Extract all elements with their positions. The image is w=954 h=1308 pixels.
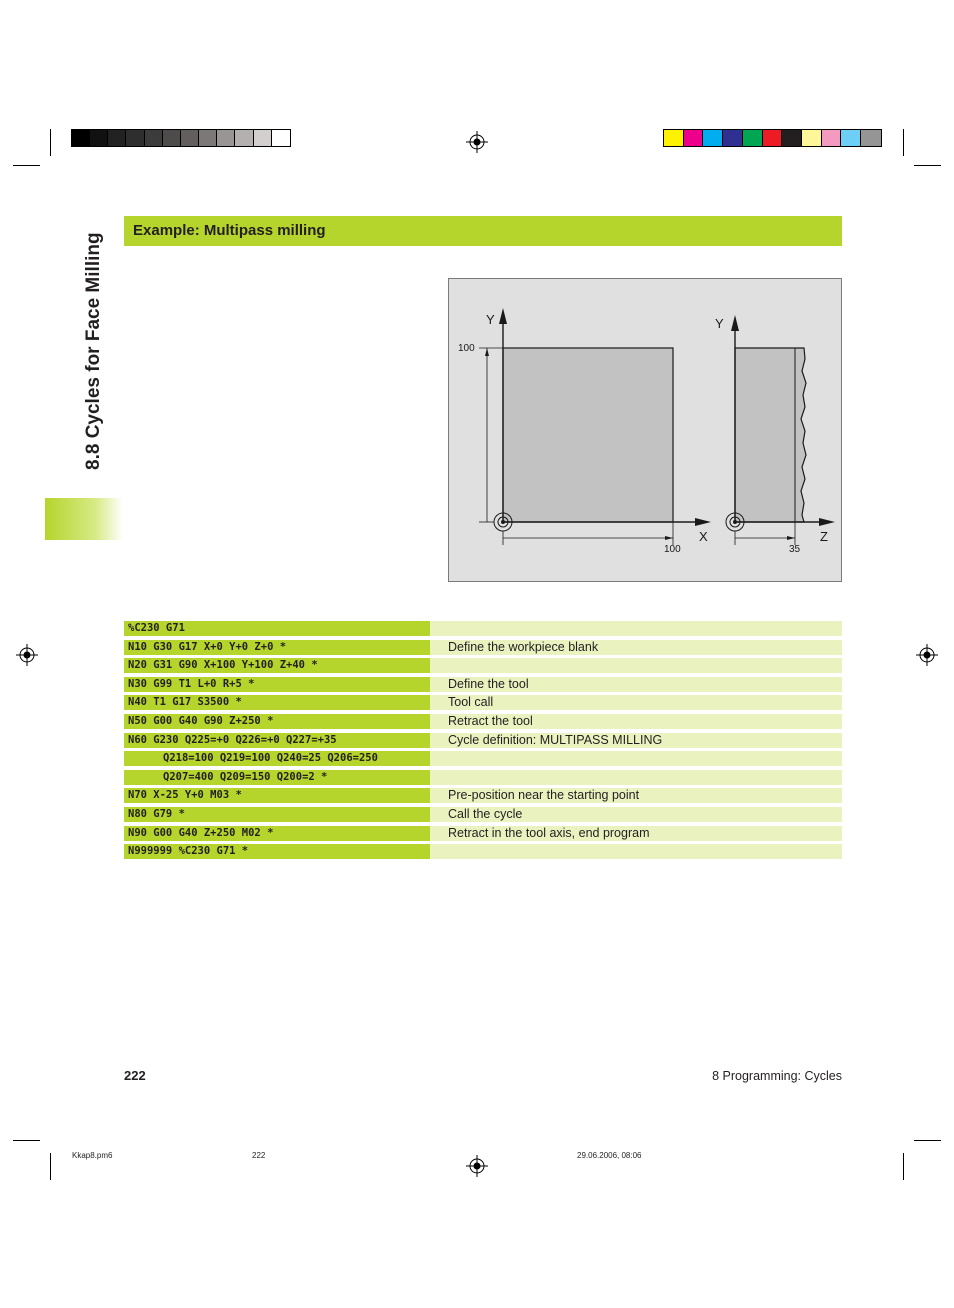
nc-comment: Retract the tool [430, 714, 842, 729]
color-swatch [782, 130, 802, 146]
crop-mark [903, 1153, 904, 1180]
workpiece-figure [448, 278, 842, 582]
color-swatch [72, 130, 90, 146]
crop-mark [914, 165, 941, 166]
registration-mark-bottom [466, 1155, 488, 1177]
nc-comment [430, 658, 842, 673]
workpiece-drawing [449, 279, 843, 583]
nc-code: Q207=400 Q209=150 Q200=2 * [124, 770, 430, 785]
x-axis-label: X [699, 529, 708, 544]
registration-mark-right [916, 644, 938, 666]
program-row [124, 733, 842, 748]
nc-code: N70 X-25 Y+0 M03 * [124, 788, 430, 803]
dim-label-x: 100 [664, 544, 681, 555]
y-axis-arrow-left [499, 308, 507, 324]
nc-code: N60 G230 Q225=+0 Q226=+0 Q227=+35 [124, 733, 430, 748]
program-row [124, 844, 842, 859]
nc-code: N80 G79 * [124, 807, 430, 822]
color-swatch [145, 130, 163, 146]
nc-comment: Tool call [430, 695, 842, 710]
y-axis-label-left: Y [486, 312, 495, 327]
nc-code: N30 G99 T1 L+0 R+5 * [124, 677, 430, 692]
dim-label-y: 100 [458, 343, 475, 354]
color-swatch [272, 130, 290, 146]
registration-mark-top [466, 131, 488, 153]
crop-mark [13, 165, 40, 166]
crop-mark [903, 129, 904, 156]
nc-comment: Cycle definition: MULTIPASS MILLING [430, 733, 842, 748]
program-row [124, 621, 842, 636]
section-title: Example: Multipass milling [133, 222, 326, 239]
color-swatch [217, 130, 235, 146]
registration-mark-left [16, 644, 38, 666]
chapter-title: 8 Programming: Cycles [712, 1069, 842, 1083]
program-row [124, 807, 842, 822]
slug-page: 222 [252, 1151, 266, 1160]
nc-code: N999999 %C230 G71 * [124, 844, 430, 859]
color-swatch [254, 130, 272, 146]
side-tab-title: 8.8 Cycles for Face Milling [83, 232, 104, 470]
section-header [124, 216, 842, 246]
nc-code: %C230 G71 [124, 621, 430, 636]
grey-color-bar [71, 129, 291, 147]
nc-comment: Pre-position near the starting point [430, 788, 842, 803]
program-row [124, 826, 842, 841]
color-swatch [703, 130, 723, 146]
color-swatch [763, 130, 783, 146]
nc-code: Q218=100 Q219=100 Q240=25 Q206=250 [124, 751, 430, 766]
nc-comment [430, 844, 842, 859]
side-tab-marker [45, 498, 123, 540]
program-row [124, 714, 842, 729]
color-swatch [841, 130, 861, 146]
program-row [124, 788, 842, 803]
z-axis-label: Z [820, 529, 828, 544]
nc-comment [430, 770, 842, 785]
process-color-bar [663, 129, 882, 147]
slug-file: Kkap8.pm6 [72, 1151, 113, 1160]
program-row [124, 695, 842, 710]
program-row [124, 640, 842, 655]
nc-comment: Retract in the tool axis, end program [430, 826, 842, 841]
page-number: 222 [124, 1068, 146, 1083]
crop-mark [914, 1140, 941, 1141]
program-row [124, 770, 842, 785]
nc-code: N20 G31 G90 X+100 Y+100 Z+40 * [124, 658, 430, 673]
color-swatch [199, 130, 217, 146]
color-swatch [90, 130, 108, 146]
dim-label-z: 35 [789, 544, 801, 555]
program-row [124, 677, 842, 692]
color-swatch [235, 130, 253, 146]
nc-comment [430, 751, 842, 766]
crop-mark [50, 129, 51, 156]
color-swatch [664, 130, 684, 146]
nc-code: N50 G00 G40 G90 Z+250 * [124, 714, 430, 729]
z-axis-arrow [819, 518, 835, 526]
nc-comment: Define the tool [430, 677, 842, 692]
color-swatch [802, 130, 822, 146]
color-swatch [861, 130, 881, 146]
x-axis-arrow [695, 518, 711, 526]
y-axis-label-right: Y [715, 316, 724, 331]
color-swatch [822, 130, 842, 146]
slug-datetime: 29.06.2006, 08:06 [577, 1151, 642, 1160]
color-swatch [108, 130, 126, 146]
program-row [124, 751, 842, 766]
color-swatch [723, 130, 743, 146]
nc-code: N10 G30 G17 X+0 Y+0 Z+0 * [124, 640, 430, 655]
program-row [124, 658, 842, 673]
crop-mark [13, 1140, 40, 1141]
nc-comment [430, 621, 842, 636]
color-swatch [743, 130, 763, 146]
nc-code: N40 T1 G17 S3500 * [124, 695, 430, 710]
workpiece-front-face [503, 348, 673, 522]
crop-mark [50, 1153, 51, 1180]
color-swatch [181, 130, 199, 146]
color-swatch [126, 130, 144, 146]
color-swatch [684, 130, 704, 146]
color-swatch [163, 130, 181, 146]
y-axis-arrow-right [731, 315, 739, 331]
nc-code: N90 G00 G40 Z+250 M02 * [124, 826, 430, 841]
nc-comment: Call the cycle [430, 807, 842, 822]
nc-comment: Define the workpiece blank [430, 640, 842, 655]
